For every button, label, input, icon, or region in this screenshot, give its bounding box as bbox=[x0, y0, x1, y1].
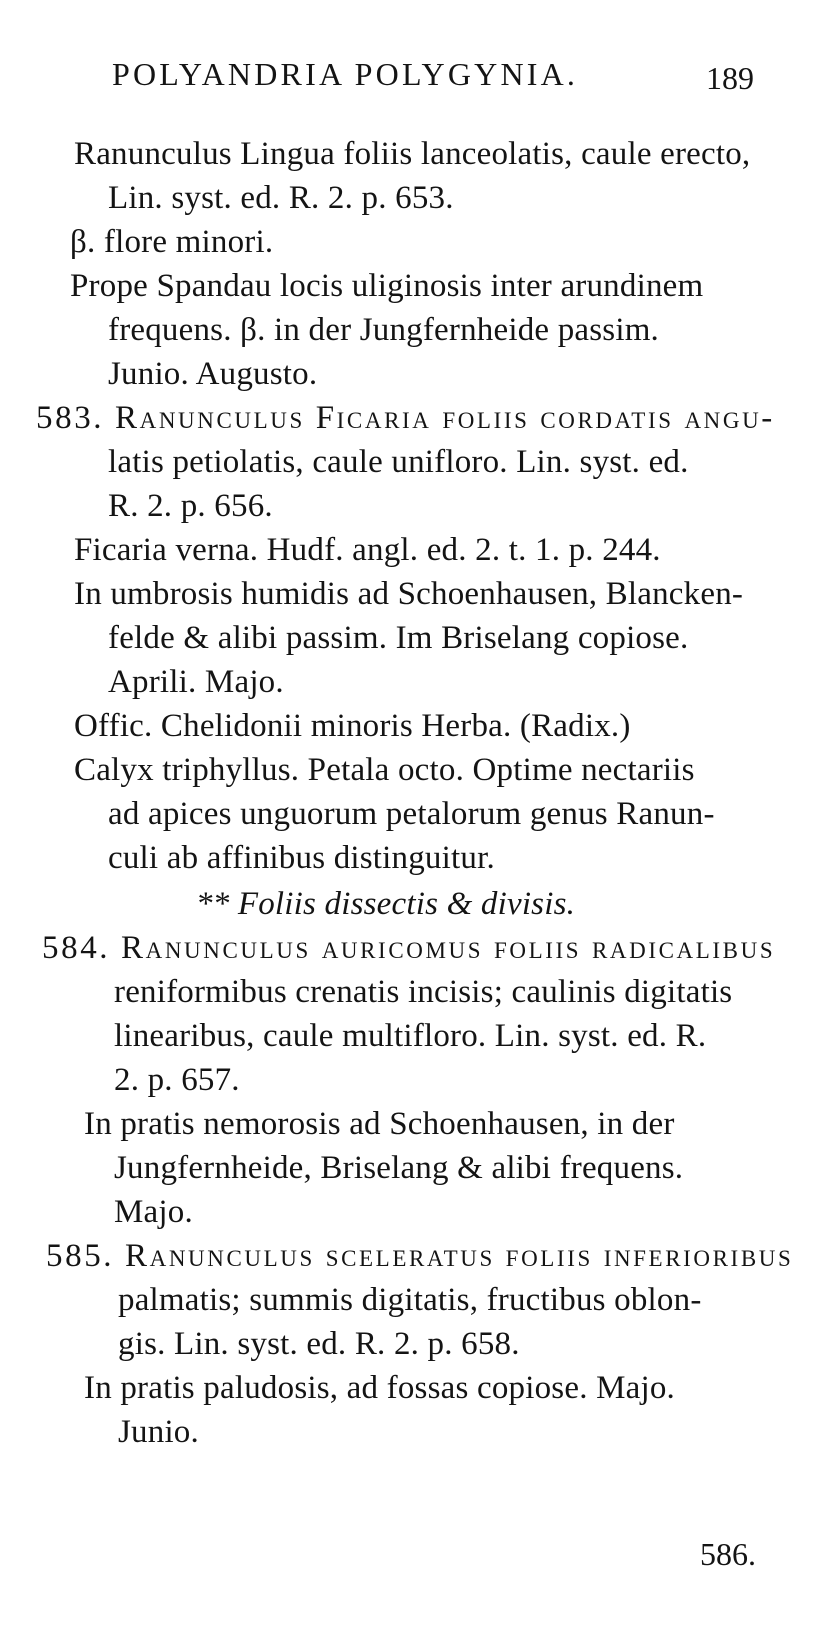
text-line: ad apices unguorum petalorum genus Ranun- bbox=[108, 796, 715, 832]
text-line: Aprili. Majo. bbox=[108, 664, 284, 700]
text-line: Prope Spandau locis uliginosis inter arundinem bbox=[70, 268, 704, 304]
text-line: Jungfernheide, Briselang & alibi frequens. bbox=[114, 1150, 684, 1186]
text-line: felde & alibi passim. Im Briselang copiose. bbox=[108, 620, 689, 656]
text-line: latis petiolatis, caule unifloro. Lin. syst. ed. bbox=[108, 444, 689, 480]
text-line: β. flore minori. bbox=[70, 224, 274, 260]
text-line: Lin. syst. ed. R. 2. p. 653. bbox=[108, 180, 454, 216]
text-line: R. 2. p. 656. bbox=[108, 488, 273, 524]
text-line: Majo. bbox=[114, 1194, 193, 1230]
text-line: frequens. β. in der Jungfernheide passim. bbox=[108, 312, 660, 348]
text-line: Junio. bbox=[118, 1414, 199, 1450]
text-line: In pratis paludosis, ad fossas copiose. Majo. bbox=[84, 1370, 675, 1406]
section-heading: ** Foliis dissectis & divisis. bbox=[196, 886, 576, 922]
page-number: 189 bbox=[706, 60, 754, 96]
text-line: Offic. Chelidonii minoris Herba. (Radix.) bbox=[74, 708, 631, 744]
text-line: gis. Lin. syst. ed. R. 2. p. 658. bbox=[118, 1326, 520, 1362]
text-line: culi ab affinibus distinguitur. bbox=[108, 840, 495, 876]
entry-584: 584. Ranunculus auricomus foliis radicalibus bbox=[42, 930, 776, 966]
text-line: palmatis; summis digitatis, fructibus oblon- bbox=[118, 1282, 702, 1318]
text-line: In pratis nemorosis ad Schoenhausen, in der bbox=[84, 1106, 675, 1142]
catchword: 586. bbox=[700, 1536, 756, 1572]
text-line: Calyx triphyllus. Petala octo. Optime nectariis bbox=[74, 752, 695, 788]
entry-585: 585. Ranunculus sceleratus foliis inferioribus bbox=[46, 1238, 794, 1274]
text-line: Ranunculus Lingua foliis lanceolatis, caule erecto, bbox=[74, 136, 751, 172]
text-line: In umbrosis humidis ad Schoenhausen, Blancken- bbox=[74, 576, 744, 612]
text-line: Ficaria verna. Hudf. angl. ed. 2. t. 1. p. 244. bbox=[74, 532, 661, 568]
running-title: POLYANDRIA POLYGYNIA. bbox=[112, 56, 579, 92]
entry-583: 583. Ranunculus Ficaria foliis cordatis angu- bbox=[36, 400, 775, 436]
text-line: 2. p. 657. bbox=[114, 1062, 240, 1098]
text-line: Junio. Augusto. bbox=[108, 356, 318, 392]
text-line: reniformibus crenatis incisis; caulinis digitatis bbox=[114, 974, 733, 1010]
text-line: linearibus, caule multifloro. Lin. syst. ed. R. bbox=[114, 1018, 707, 1054]
